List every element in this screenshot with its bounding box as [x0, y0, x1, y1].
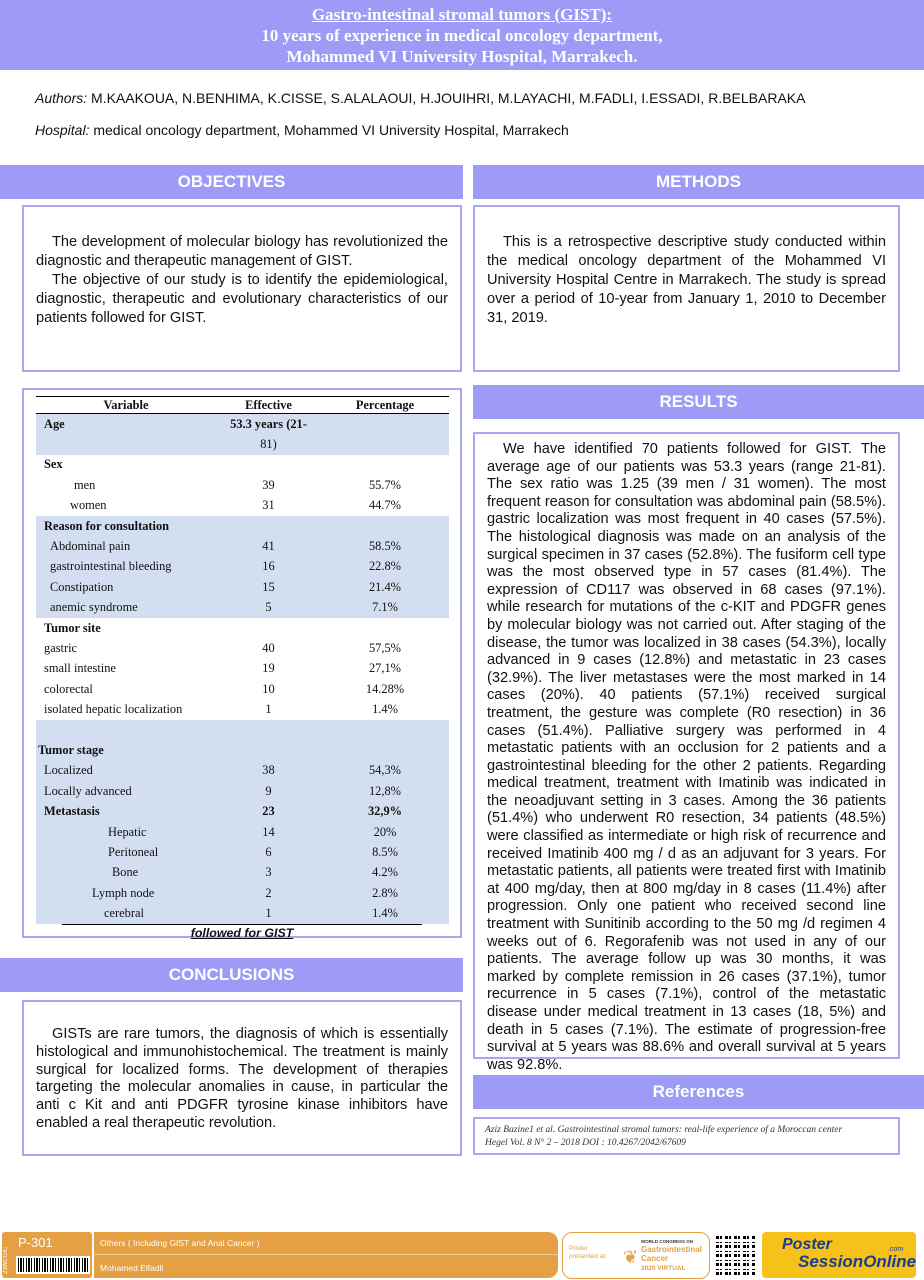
cell-variable: cerebral	[104, 906, 144, 921]
table-row	[36, 679, 449, 699]
cell-variable: Sex	[44, 457, 63, 472]
cell-percentage: 2.8%	[372, 885, 398, 900]
results-box	[473, 432, 900, 1073]
table-row	[36, 557, 449, 577]
cell-percentage	[321, 414, 449, 435]
header-effective: Effective	[216, 397, 321, 414]
header-variable: Variable	[36, 397, 216, 414]
table-row	[36, 598, 449, 618]
cell-percentage	[321, 720, 449, 740]
cell-percentage: 58.5%	[368, 539, 401, 554]
cell-percentage: 32,9%	[367, 804, 403, 819]
cell-effective: 31	[262, 498, 275, 513]
cell-variable: Locally advanced	[44, 783, 132, 798]
table-row	[36, 577, 449, 597]
references-box	[473, 1117, 900, 1155]
cell-effective	[216, 618, 321, 638]
title-line-2: 10 years of experience in medical oncology department,	[261, 26, 663, 45]
congress-line-1: WORLD CONGRESS ON	[641, 1239, 694, 1244]
congress-line-3: Cancer	[641, 1254, 669, 1263]
cell-effective: 19	[262, 661, 275, 676]
table-row	[36, 720, 449, 740]
table-row	[36, 903, 449, 923]
cell-variable: Age	[44, 416, 65, 431]
cell-effective: 16	[262, 559, 275, 574]
cell-percentage: 21.4%	[368, 579, 401, 594]
cell-percentage: 7.1%	[372, 600, 398, 615]
authors-label: Authors:	[35, 90, 88, 106]
cell-variable: Metastasis	[44, 804, 100, 819]
poster-title	[0, 0, 924, 70]
congress-line-2: Gastrointestinal	[641, 1245, 702, 1254]
table-row	[36, 842, 449, 862]
cell-percentage	[321, 618, 449, 638]
cell-effective: 9	[265, 783, 272, 798]
cell-percentage: 27,1%	[368, 661, 401, 676]
cell-percentage: 22.8%	[368, 559, 401, 574]
objectives-paragraph-1: The development of molecular biology has revolutionized the diagnostic and therapeutic management of GIST.	[36, 234, 448, 269]
table-header-row	[36, 397, 449, 414]
cell-percentage: 12,8%	[368, 783, 401, 798]
cell-variable: gastric	[44, 640, 78, 655]
reference-line-2: Hegel Vol. 8 N° 2 – 2018 DOI : 10.4267/2042/67609	[485, 1137, 686, 1148]
methods-paragraph-1: This is a retrospective descriptive study conducted within the medical oncology department of the Mohammed VI University Hospital Centre in Marrakech. The study is spread over a period of 10-year from January 1, 2010 to December 31, 2019.	[487, 234, 886, 326]
table-row	[36, 801, 449, 821]
cell-variable: Constipation	[50, 579, 114, 594]
results-header: RESULTS	[473, 385, 924, 419]
hospital-name: medical oncology department, Mohammed VI University Hospital, Marrakech	[89, 122, 569, 138]
poster-id-block	[2, 1232, 92, 1278]
table-row	[36, 883, 449, 903]
cell-percentage: 55.7%	[368, 477, 401, 492]
brand-logo	[762, 1232, 916, 1278]
side-code: 23WCGIC	[3, 1246, 9, 1274]
methods-header: METHODS	[473, 165, 924, 199]
table-row	[36, 475, 449, 495]
table-row	[36, 638, 449, 658]
barcode-bars	[18, 1258, 88, 1272]
cell-percentage: 14.28%	[365, 681, 405, 696]
references-header: References	[473, 1075, 924, 1109]
cell-effective: 2	[265, 885, 272, 900]
cell-percentage: 57,5%	[368, 640, 401, 655]
category-block	[94, 1232, 558, 1278]
cell-variable: Peritoneal	[108, 844, 159, 859]
barcode	[16, 1256, 90, 1274]
cell-effective: 15	[262, 579, 275, 594]
cell-variable	[36, 720, 216, 740]
cell-effective	[216, 720, 321, 740]
cell-effective: 41	[262, 539, 275, 554]
table-row	[36, 659, 449, 679]
cell-effective: 1	[265, 906, 272, 921]
cell-effective: 1	[265, 702, 272, 717]
footer	[0, 1232, 924, 1280]
cell-effective	[216, 455, 321, 475]
cell-effective: 23	[262, 804, 275, 819]
congress-year: 2020 VIRTUAL	[641, 1265, 686, 1272]
cell-percentage: 54,3%	[368, 763, 401, 778]
table-row	[36, 761, 449, 781]
cell-effective: 40	[262, 640, 275, 655]
authors-line	[35, 88, 805, 108]
cell-percentage: 4.2%	[372, 865, 398, 880]
table-row	[36, 496, 449, 516]
table-caption: followed for GIST	[62, 924, 422, 940]
table-row	[36, 740, 449, 760]
cell-percentage	[321, 434, 449, 454]
table-row	[36, 781, 449, 801]
conclusions-header: CONCLUSIONS	[0, 958, 463, 992]
objectives-paragraph-2: The objective of our study is to identify the epidemiological, diagnostic, therapeutic and evolutionary characteristics of our patients followed for GIST.	[36, 272, 448, 326]
cell-percentage: 8.5%	[372, 844, 398, 859]
presenter-name: Mohamed Elfadli	[100, 1263, 164, 1273]
objectives-header: OBJECTIVES	[0, 165, 463, 199]
table-row	[36, 516, 449, 536]
table-row	[36, 822, 449, 842]
authors-names: M.KAAKOUA, N.BENHIMA, K.CISSE, S.ALALAOUI, H.JOUIHRI, M.LAYACHI, M.FADLI, I.ESSADI, R.BELBARAKA	[87, 90, 806, 106]
cell-variable: Tumor stage	[38, 742, 104, 757]
hospital-line	[35, 120, 805, 140]
table-row	[36, 414, 449, 435]
cell-variable: Lymph node	[92, 885, 155, 900]
cell-variable: Abdominal pain	[50, 539, 131, 554]
category-label: Others ( Including GIST and Anal Cancer )	[100, 1238, 260, 1248]
cell-effective: 14	[262, 824, 275, 839]
table-row	[36, 699, 449, 719]
cell-variable: Hepatic	[108, 824, 147, 839]
cell-percentage	[321, 516, 449, 536]
cell-effective: 5	[265, 600, 272, 615]
qr-code-icon	[716, 1235, 756, 1275]
cell-percentage: 44.7%	[368, 498, 401, 513]
cell-effective: 81)	[260, 437, 277, 452]
brand-part-2: SessionOnline	[798, 1252, 917, 1271]
table-row	[36, 863, 449, 883]
table-row	[36, 618, 449, 638]
cell-effective	[216, 516, 321, 536]
cell-variable: anemic syndrome	[50, 600, 138, 615]
cell-effective: 6	[265, 844, 272, 859]
cell-percentage: 1.4%	[372, 906, 398, 921]
reference-line-1: Aziz Bazine1 et al. Gastrointestinal stromal tumors: real-life experience of a Moroccan center	[485, 1125, 843, 1135]
table-row	[36, 434, 449, 454]
cell-variable: colorectal	[44, 681, 93, 696]
cell-variable: isolated hepatic localization	[44, 702, 183, 717]
cell-effective: 10	[262, 681, 275, 696]
footer-divider	[94, 1254, 558, 1255]
cell-percentage	[321, 455, 449, 475]
brand-suffix: .com	[888, 1246, 904, 1253]
cell-effective: 3	[265, 865, 272, 880]
cell-percentage	[321, 740, 449, 760]
cell-variable: women	[70, 498, 107, 513]
results-table-box	[22, 388, 462, 938]
results-paragraph-1: We have identified 70 patients followed for GIST. The average age of our patients was 53.3 years (range 21-81). The sex ratio was 1.25 (39 men / 31 women). The most frequent reason for consultation was abdominal pain (58.5%). gastric localization was most frequent in 40 cases (57.5%). The histological diagnosis was made on an analysis of the surgical specimen in 37 cases (52.8%). The fusiform cell type was the most observed type in 57 cases (81.4%). The expression of CD117 was observed in 68 cases (97.1%). while research for mutations of the c-KIT and PDGFR genes by molecular biology was not carried out. After staging of the disease, the tumor was localized in 38 cases (54.3%), locally advanced in 9 cases (12.8%) and metastatic in 23 cases (32.9%). The liver metastases were the most marked in 14 cases (20%). 40 patients (57.1%) received surgical treatment, the gesture was complete (R0 resection) in 36 cases (51.4%). Palliative surgery was performed in 4 metastatic patients with an occlusion for 2 patients and a gastrointestinal bleeding for the other 2 patients. Regarding medical treatment, treatment with Imatinib was indicated in the neoadjuvant setting in 3 cases. Among the 36 patients (51.4%) who underwent R0 resection, 34 patients (48.5%) were classified as intermediate or high risk of recurrence and received Imatinib 400 mg / d as an adjuvant for 3 years. For metastatic patients, all patients were treated first with Imatinib at 400 mg/day, then at 800 mg/day in 8 cases (11.4%) after progression. Only one patient who received second line treatment with Sunitinib according to the 50 mg /d regimen 4 weeks out of 6. Regorafenib was not used in any of our patients. The average follow up was 30 months, it was marked by complete remission in 26 cases (37.1%), tumor recurrence in 5 cases (7.1%), control of the metastatic disease under medical treatment in 13 cases (18, 5%) and death in 5 cases (7.1%). The estimate of progression-free survival at 5 years was 88.6% and overall survival at 5 years was 92.8%.	[487, 441, 886, 1073]
cell-variable: men	[74, 477, 96, 492]
presented-at-label: Poster presented at:	[569, 1245, 607, 1260]
congress-block	[562, 1232, 710, 1279]
cell-variable: Bone	[112, 865, 139, 880]
hospital-label: Hospital:	[35, 122, 90, 138]
table-row	[36, 455, 449, 475]
wheat-icon: ❦	[623, 1247, 639, 1267]
conclusions-box	[22, 1000, 462, 1156]
cell-variable: Reason for consultation	[44, 518, 170, 533]
results-table	[36, 396, 449, 924]
table-row	[36, 536, 449, 556]
table-body	[36, 414, 449, 924]
objectives-box	[22, 205, 462, 372]
title-line-1: Gastro-intestinal stromal tumors (GIST):	[311, 5, 613, 24]
cell-variable: Tumor site	[44, 620, 101, 635]
cell-effective: 53.3 years (21-	[230, 416, 307, 431]
header-percentage: Percentage	[321, 397, 449, 414]
cell-percentage: 1.4%	[372, 702, 398, 717]
conclusions-paragraph-1: GISTs are rare tumors, the diagnosis of which is essentially histological and immunohistochemical. The treatment is mainly surgical for localized forms. The development of therapies targeting the molecular anomalies in cause, in particular the anti c Kit and anti PDGFR tyrosine kinase inhibitors have enabled a real therapeutic revolution.	[36, 1026, 448, 1131]
cell-effective: 39	[262, 477, 275, 492]
cell-variable	[36, 434, 216, 454]
poster-id: P-301	[18, 1235, 53, 1250]
brand-part-1: Poster	[782, 1236, 832, 1253]
methods-box	[473, 205, 900, 372]
cell-effective	[216, 740, 321, 760]
title-line-3: Mohammed VI University Hospital, Marrakech.	[286, 47, 638, 66]
cell-percentage: 20%	[373, 824, 397, 839]
cell-effective: 38	[262, 763, 275, 778]
cell-variable: small intestine	[44, 661, 116, 676]
cell-variable: gastrointestinal bleeding	[50, 559, 172, 574]
cell-variable: Localized	[44, 763, 93, 778]
authors-block	[35, 88, 805, 140]
